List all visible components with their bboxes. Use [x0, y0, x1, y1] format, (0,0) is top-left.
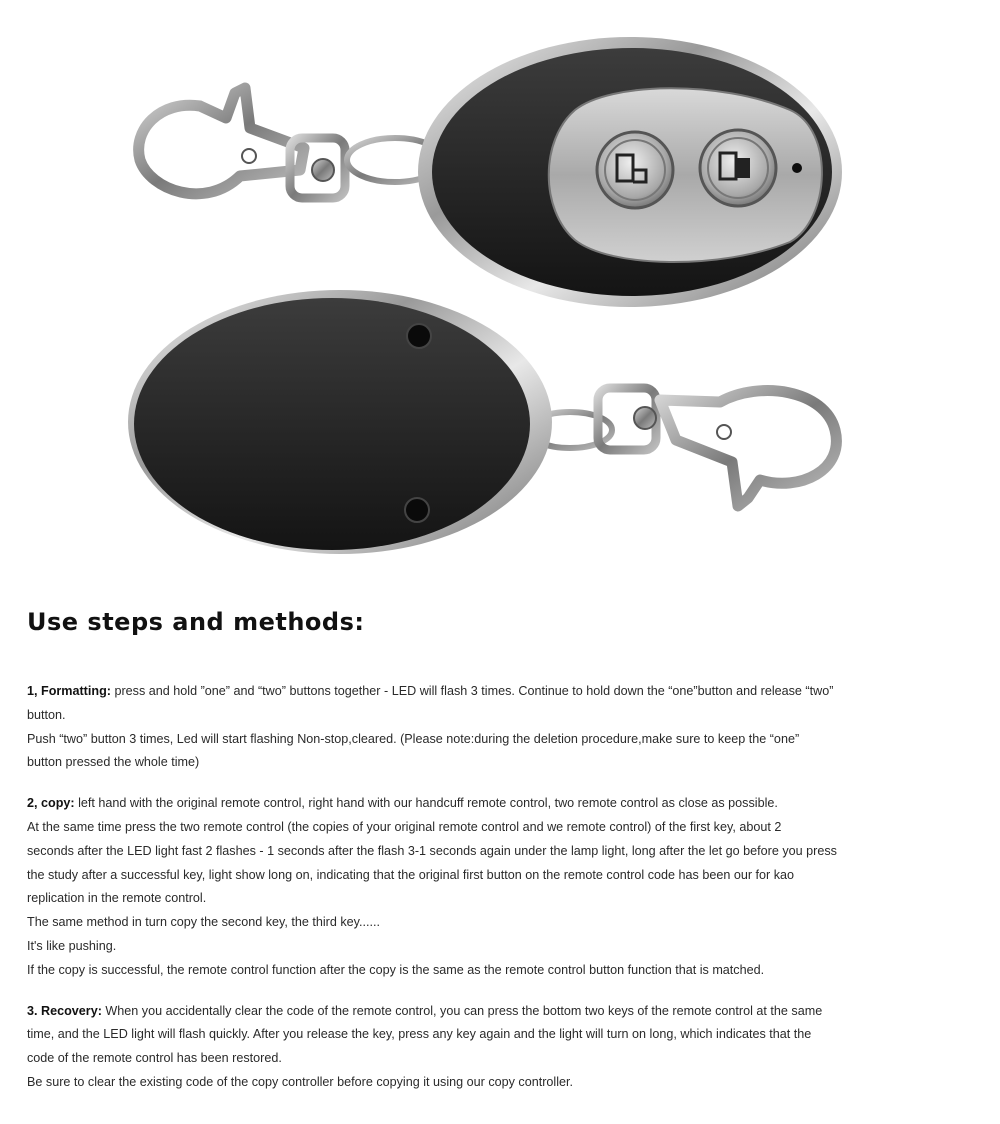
screw-bottom: [405, 498, 429, 522]
instructions: [27, 680, 967, 1112]
button-two: [700, 130, 776, 206]
step-title-formatting: 1, Formatting:: [27, 684, 111, 698]
instruction-line: 1, Formatting: press and hold ”one” and “two” buttons together - LED will flash 3 times. Continue to hold down the “one”button and release “two”: [27, 684, 834, 698]
instruction-line: 3. Recovery: When you accidentally clear the code of the remote control, you can press the bottom two keys of the remote control at the same: [27, 1003, 823, 1018]
led-indicator: [792, 163, 802, 173]
section-copy: [27, 792, 967, 982]
instruction-line: button pressed the whole time): [27, 755, 200, 770]
keychain-clasp-top: [139, 88, 443, 198]
keychain-clasp-bottom: [528, 388, 836, 506]
instruction-line: Push “two” button 3 times, Led will start flashing Non-stop,cleared. (Please note:during the deletion procedure,make sure to keep the “one”: [27, 731, 800, 746]
page-heading: Use steps and methods:: [27, 608, 365, 636]
instruction-line: seconds after the LED light fast 2 flashes - 1 seconds after the flash 3-1 seconds again under the lamp light, long after the let go before you press: [27, 843, 837, 858]
instruction-line: button.: [27, 707, 66, 722]
instruction-line: 2, copy: left hand with the original remote control, right hand with our handcuff remote control, two remote control as close as possible.: [27, 796, 778, 811]
instruction-line: time, and the LED light will flash quickly. After you release the key, press any key again and the light will turn on long, which indicates that the: [27, 1027, 812, 1042]
button-one: [597, 132, 673, 208]
step-title-copy: 2, copy:: [27, 796, 75, 811]
instruction-line: code of the remote control has been restored.: [27, 1051, 282, 1066]
instruction-line: At the same time press the two remote control (the copies of your original remote control and we remote control) of the first key, about 2: [27, 819, 782, 834]
instruction-line: If the copy is successful, the remote control function after the copy is the same as the remote control button function that is matched.: [27, 962, 765, 977]
remote-back: [128, 290, 836, 554]
section-formatting: [27, 680, 967, 775]
step-title-recovery: 3. Recovery:: [27, 1003, 102, 1018]
remote-front: [139, 37, 842, 307]
instruction-line: replication in the remote control.: [27, 891, 207, 906]
instruction-line: It's like pushing.: [27, 938, 117, 953]
screw-top: [407, 324, 431, 348]
instruction-line: the study after a successful key, light show long on, indicating that the original first button on the remote control code has been our for kao: [27, 867, 795, 882]
instruction-line: The same method in turn copy the second key, the third key......: [27, 915, 381, 930]
instruction-line: Be sure to clear the existing code of the copy controller before copying it using our copy controller.: [27, 1074, 574, 1089]
section-recovery: [27, 1000, 967, 1095]
